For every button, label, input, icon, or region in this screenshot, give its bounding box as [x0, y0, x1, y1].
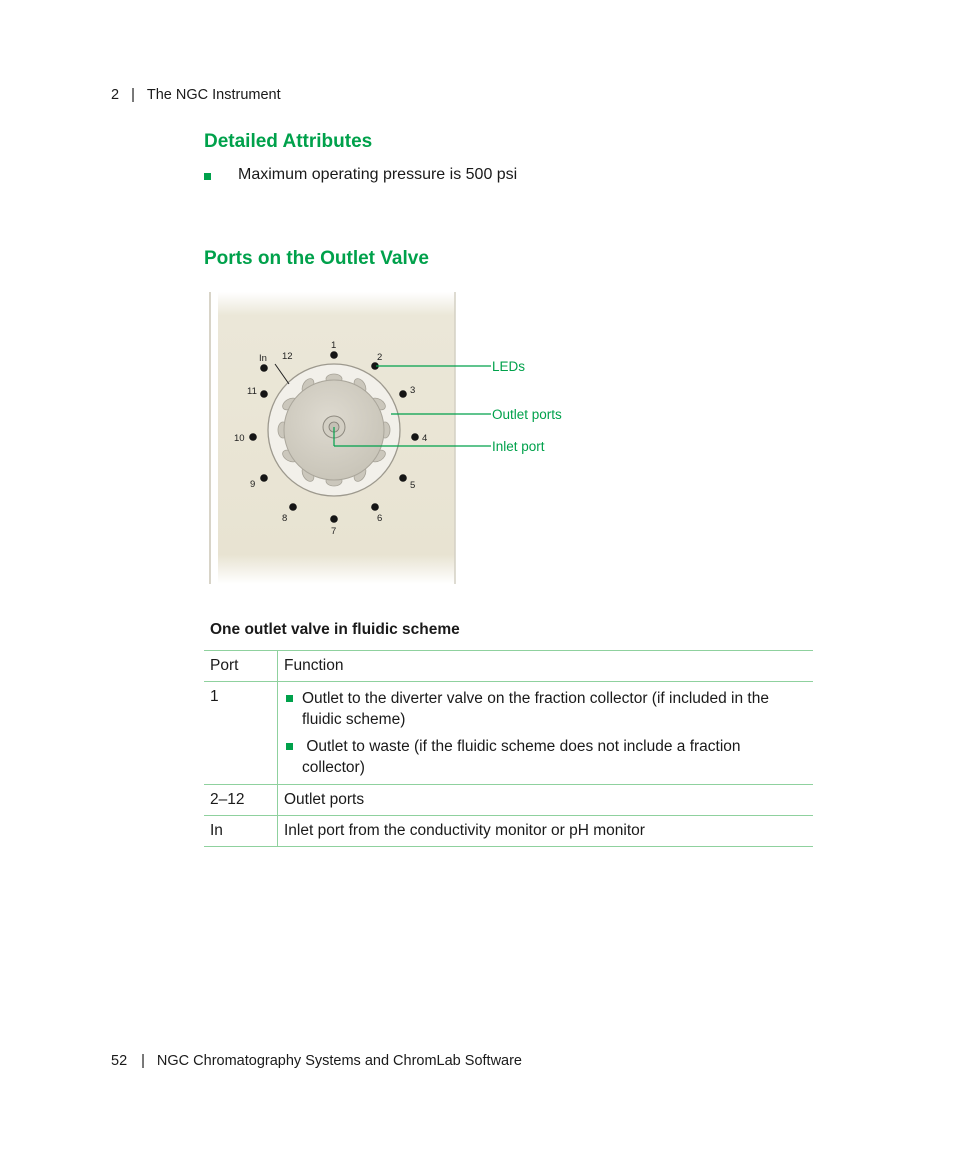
- bullet-square-icon: [286, 695, 293, 702]
- bullet-text: Maximum operating pressure is 500 psi: [238, 166, 518, 183]
- port-label: 6: [377, 513, 383, 524]
- port-label: 3: [410, 385, 416, 396]
- port-label: 8: [282, 513, 288, 524]
- port-cell: 2–12: [204, 785, 278, 816]
- function-list-item: [284, 688, 807, 730]
- footer-separator: |: [141, 1053, 145, 1069]
- header-page-number: 2: [111, 87, 120, 103]
- table-caption: One outlet valve in fluidic scheme: [210, 621, 460, 638]
- port-label: 5: [410, 480, 416, 491]
- callout-inlet-port: Inlet port: [492, 439, 545, 454]
- running-header: [111, 87, 281, 103]
- heading-ports-outlet-valve: Ports on the Outlet Valve: [204, 248, 429, 269]
- column-header-port: Port: [204, 651, 278, 682]
- port-cell: In: [204, 816, 278, 847]
- function-cell: [278, 682, 814, 785]
- callout-outlet-ports: Outlet ports: [492, 407, 562, 422]
- port-label: 12: [282, 351, 293, 362]
- page-footer: [111, 1053, 522, 1069]
- header-separator: |: [131, 87, 135, 103]
- function-item-text: Outlet to the diverter valve on the fraction collector (if included in the fluidic scheme): [302, 690, 769, 728]
- function-cell: Outlet ports: [278, 785, 814, 816]
- footer-title: NGC Chromatography Systems and ChromLab Software: [156, 1053, 522, 1069]
- port-label: 4: [422, 433, 428, 444]
- port-cell: 1: [204, 682, 278, 785]
- port-label: In: [259, 353, 267, 364]
- table-row: [204, 785, 813, 816]
- header-chapter: The NGC Instrument: [146, 87, 281, 103]
- table-header-row: [204, 651, 813, 682]
- callout-leds: LEDs: [492, 359, 526, 374]
- column-header-function: Function: [278, 651, 814, 682]
- heading-detailed-attributes: Detailed Attributes: [204, 131, 373, 152]
- function-list-item: [284, 736, 807, 778]
- port-label: 11: [247, 386, 257, 397]
- function-item-text: Outlet to waste (if the fluidic scheme does not include a fraction collector): [302, 738, 745, 776]
- bullet-square-icon: [286, 743, 293, 750]
- port-label: 1: [331, 340, 337, 351]
- port-function-table: [204, 650, 813, 847]
- port-label: 10: [234, 433, 245, 444]
- port-label: 9: [250, 479, 256, 490]
- outlet-valve-figure: [205, 288, 585, 588]
- table-row: [204, 682, 813, 785]
- function-cell: Inlet port from the conductivity monitor or pH monitor: [278, 816, 814, 847]
- bullet-square-icon: [204, 173, 211, 180]
- port-label: 2: [377, 352, 383, 363]
- port-label: 7: [331, 526, 337, 537]
- table-row: [204, 816, 813, 847]
- footer-page-number: 52: [111, 1053, 128, 1069]
